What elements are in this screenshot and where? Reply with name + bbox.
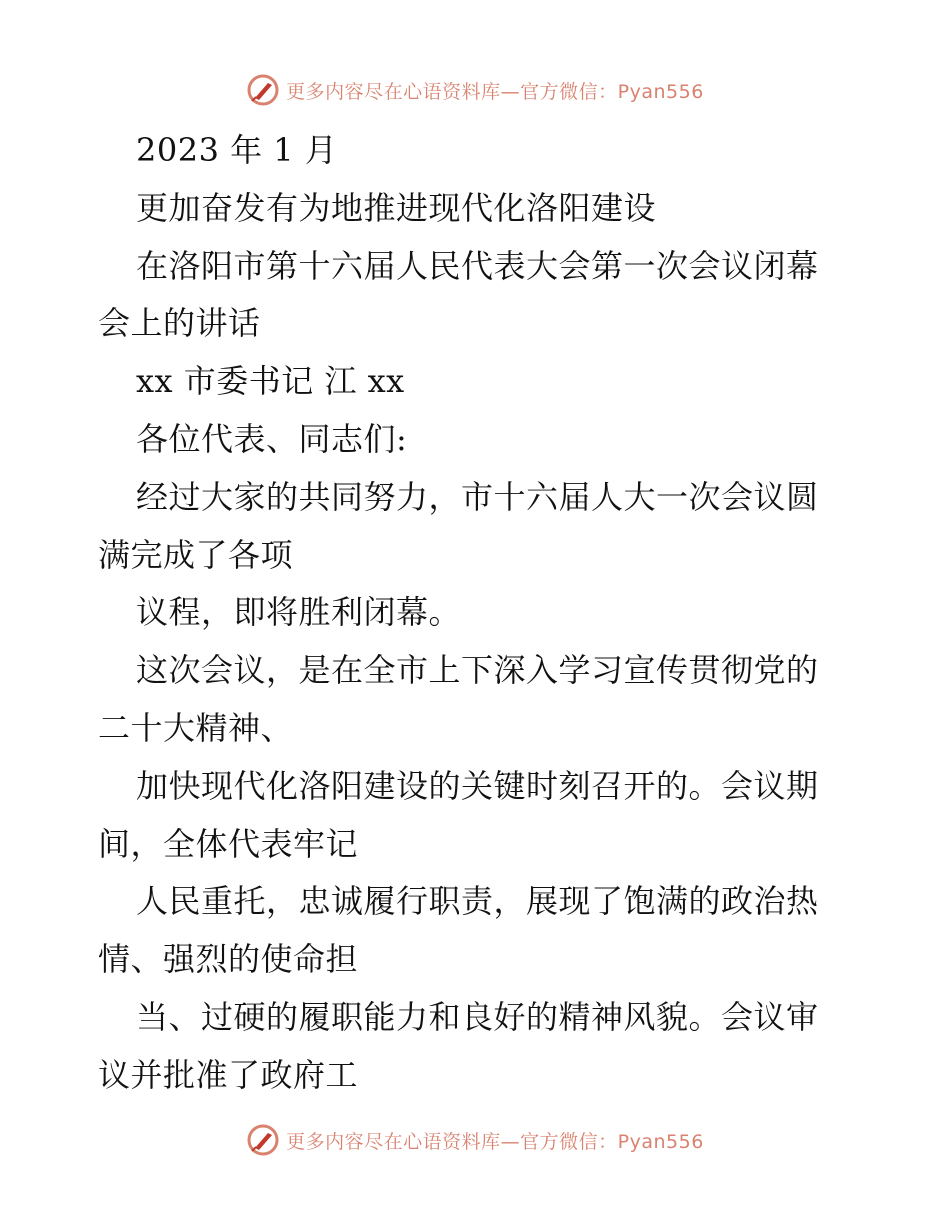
salutation: 各位代表、同志们: <box>136 419 408 458</box>
quill-pen-logo-icon <box>246 73 280 107</box>
footer-watermark <box>0 1120 950 1160</box>
body-line: 满完成了各项 <box>98 535 294 574</box>
body-line: 加快现代化洛阳建设的关键时刻召开的。会议期 <box>136 766 819 805</box>
document-title: 更加奋发有为地推进现代化洛阳建设 <box>136 188 657 227</box>
body-line: 人民重托，忠诚履行职责，展现了饱满的政治热 <box>136 882 819 921</box>
date-line: 2023 年 1 月 <box>136 131 338 169</box>
watermark-text: 更多内容尽在心语资料库—官方微信：Pyan556 <box>286 80 704 103</box>
body-line: 经过大家的共同努力，市十六届人大一次会议圆 <box>136 477 819 516</box>
watermark-text: 更多内容尽在心语资料库—官方微信：Pyan556 <box>286 1130 704 1153</box>
document-body <box>98 122 858 1105</box>
body-line: 间，全体代表牢记 <box>98 824 359 863</box>
subtitle-line-2: 会上的讲话 <box>98 304 261 343</box>
body-line: 议程，即将胜利闭幕。 <box>136 593 462 632</box>
quill-pen-logo-icon <box>246 1123 280 1157</box>
body-line: 当、过硬的履职能力和良好的精神风貌。会议审 <box>136 997 819 1036</box>
body-line: 情、强烈的使命担 <box>98 940 359 979</box>
body-line: 议并批准了政府工 <box>98 1055 359 1094</box>
header-watermark <box>0 70 950 110</box>
subtitle-line-1: 在洛阳市第十六届人民代表大会第一次会议闭幕 <box>136 246 819 285</box>
body-line: 二十大精神、 <box>98 708 294 747</box>
author-line: xx 市委书记 江 xx <box>136 362 405 401</box>
body-line: 这次会议，是在全市上下深入学习宣传贯彻党的 <box>136 651 819 690</box>
